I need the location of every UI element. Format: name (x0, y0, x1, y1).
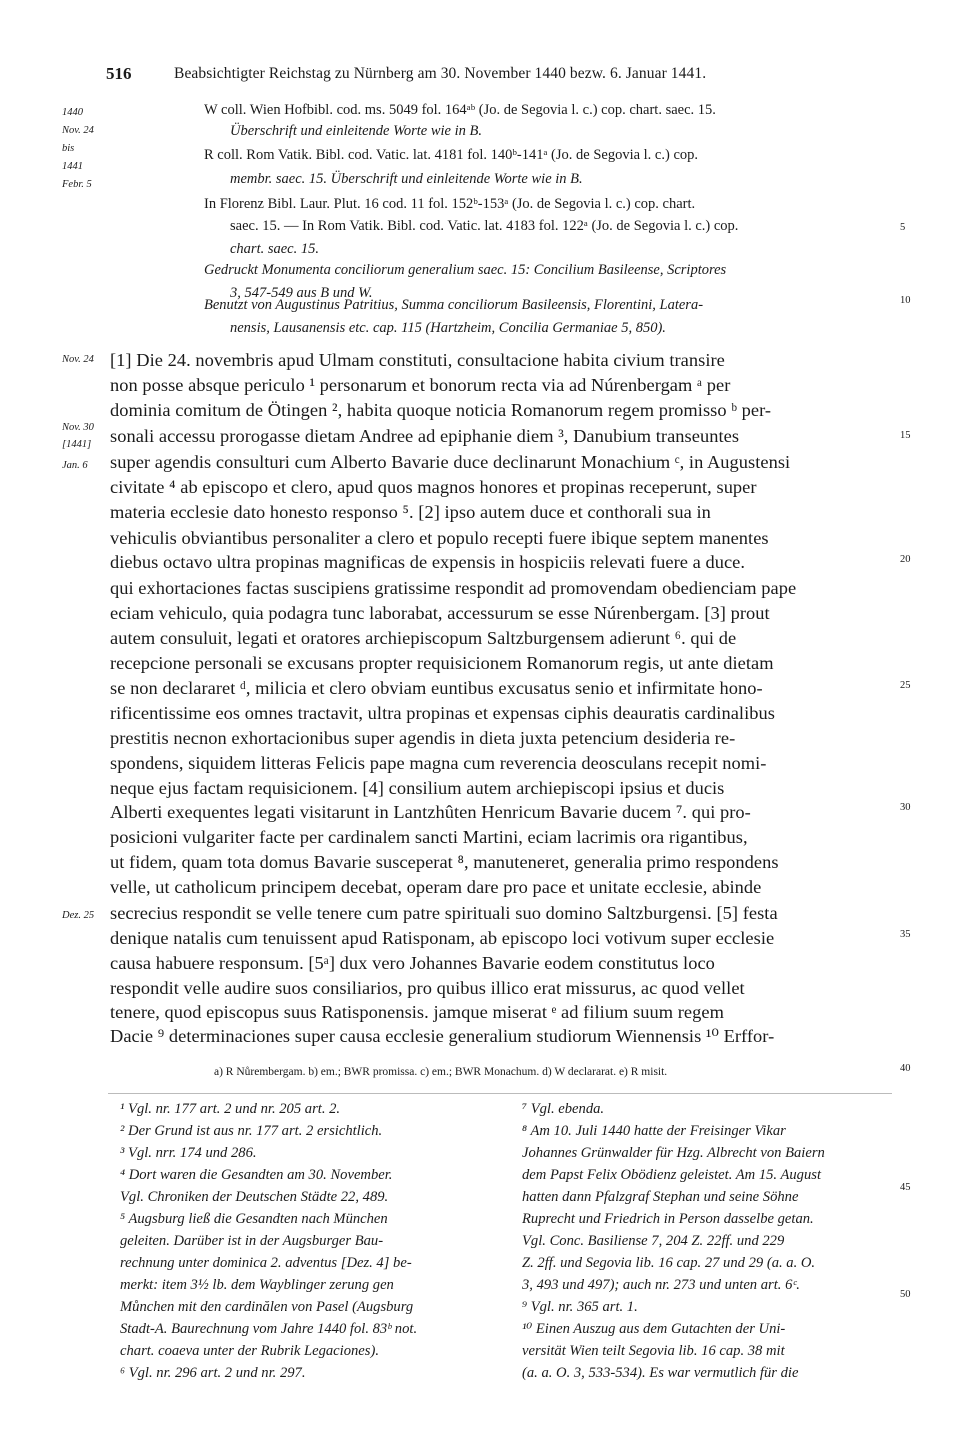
line-number: 10 (900, 295, 911, 306)
footnote-line: 3, 493 und 497); auch nr. 273 und unten art. 6ᶜ. (522, 1277, 800, 1293)
footnote-line: Vgl. Conc. Basiliense 7, 204 Z. 22ff. und 229 (522, 1233, 785, 1249)
text-line: velle, ut catholicum principem decebat, operam dare pro pace et unitate ecclesie, abinde (110, 877, 762, 897)
text-line: tenere, quod episcopus suus Ratisponensis. jamque miserat ᵉ ad filium suum regem (110, 1002, 724, 1022)
text-line: eciam vehiculo, quia podagra tunc laborabat, accessurum se esse Núrenbergam. [3] prout (110, 603, 770, 623)
text-line: super agendis consulturi cum Alberto Bavarie duce declinarunt Monachium ᶜ, in Augustensi (110, 452, 791, 472)
footnote-line: Můnchen mit den cardinălen von Pasel (Augsburg (120, 1299, 414, 1315)
line-number: 30 (900, 802, 911, 813)
margin-note: Nov. 24 (62, 125, 94, 136)
footnote-line: ¹⁰ Einen Auszug aus dem Gutachten der Uni- (522, 1321, 786, 1337)
line-number: 20 (900, 554, 911, 565)
source-line: membr. saec. 15. Überschrift und einleitende Worte wie in B. (230, 171, 583, 187)
footnote-line: versität Wien teilt Segovia lib. 16 cap. 38 mit (522, 1343, 785, 1359)
source-line: W coll. Wien Hofbibl. cod. ms. 5049 fol. 164ᵃᵇ (Jo. de Segovia l. c.) cop. chart. saec. 15. (204, 102, 716, 118)
footnote-line: merkt: item 3½ lb. dem Wayblinger zerung gen (120, 1277, 394, 1293)
margin-note: Dez. 25 (62, 910, 95, 921)
margin-note: 1440 (62, 107, 83, 118)
margin-note: Jan. 6 (62, 460, 88, 471)
line-number: 5 (900, 222, 906, 233)
text-line: civitate ⁴ ab episcopo et clero, apud quos magnos honores et propinas receperunt, super (110, 477, 757, 497)
critical-apparatus: a) R Nůrembergam. b) em.; BWR promissa. c) em.; BWR Monachum. d) W declararat. e) R misit. (214, 1066, 668, 1078)
source-line: Gedruckt Monumenta conciliorum generalium saec. 15: Concilium Basileense, Scriptores (204, 262, 727, 278)
text-line: diebus octavo ultra propinas magnificas de expensis in hospiciis relevati fuere a duce. (110, 552, 746, 572)
source-line: In Florenz Bibl. Laur. Plut. 16 cod. 11 fol. 152ᵇ-153ᵃ (Jo. de Segovia l. c.) cop. chart. (204, 196, 696, 212)
source-line: chart. saec. 15. (230, 241, 319, 257)
text-line: denique natalis cum tenuissent apud Ratisponam, ab episcopo loci votivum super ecclesie (110, 928, 775, 948)
line-number: 50 (900, 1289, 911, 1300)
footnote-line: ¹ Vgl. nr. 177 art. 2 und nr. 205 art. 2. (120, 1101, 341, 1117)
text-line: Alberti exequentes legati visitarunt in Lantzhûten Henricum Bavarie ducem ⁷. qui pro- (110, 802, 751, 822)
text-line: causa habuere responsum. [5ᵃ] dux vero Johannes Bavarie eodem constitutus loco (110, 953, 715, 973)
text-line: [1] Die 24. novembris apud Ulmam constituti, consultacione habita civium transire (110, 350, 725, 370)
line-number: 15 (900, 430, 911, 441)
text-line: respondit velle audire suos consiliarios, pro quibus illico erat missurus, ac quod vellet (110, 978, 745, 998)
line-number: 25 (900, 680, 911, 691)
margin-note: bis (62, 143, 75, 154)
footnote-line: geleiten. Darüber ist in der Augsburger Bau- (120, 1233, 384, 1249)
text-line: autem consuluit, legati et oratores archiepiscopum Saltzburgensem adierunt ⁶. qui de (110, 628, 737, 648)
text-line: ut fidem, quam tota domus Bavarie susceperat ⁸, manuteneret, generalia primo respondens (110, 852, 779, 872)
footnote-line: ⁶ Vgl. nr. 296 art. 2 und nr. 297. (120, 1365, 306, 1381)
footnote-line: ⁸ Am 10. Juli 1440 hatte der Freisinger Vikar (522, 1123, 786, 1139)
margin-note: Nov. 24 (62, 354, 94, 365)
footnote-line: chart. coaeva unter der Rubrik Legaciones). (120, 1343, 379, 1359)
text-line: rificentissime eos omnes tractavit, ultra propinas et expensas ciphis deauratis cardinalibus (110, 703, 775, 723)
text-line: recepcione personali se excusans propter requisicionem Romanorum regis, ut ante dietam (110, 653, 774, 673)
margin-note: [1441] (62, 439, 92, 450)
text-line: se non declararet ᵈ, milicia et clero obviam euntibus excusatus senio et infirmitate hono- (110, 678, 763, 698)
footnote-line: Johannes Grünwalder für Hzg. Albrecht von Baiern (522, 1145, 825, 1161)
footnote-line: ⁹ Vgl. nr. 365 art. 1. (522, 1299, 638, 1315)
text-line: secrecius respondit se velle tenere cum patre spirituali suo domino Saltzburgensi. [5] festa (110, 903, 778, 923)
footnote-line: ² Der Grund ist aus nr. 177 art. 2 ersichtlich. (120, 1123, 383, 1139)
footnote-divider (108, 1093, 892, 1094)
text-line: Dacie ⁹ determinaciones super causa ecclesie generalium studiorum Wiennensis ¹⁰ Erffor- (110, 1026, 775, 1046)
source-line: 3, 547-549 aus B und W. (230, 285, 373, 301)
footnote-line: (a. a. O. 3, 533-534). Es war vermutlich für die (522, 1365, 799, 1381)
footnote-line: Ruprecht und Friedrich in Person dasselbe getan. (522, 1211, 814, 1227)
footnote-line: ³ Vgl. nrr. 174 und 286. (120, 1145, 257, 1161)
running-title: Beabsichtigter Reichstag zu Nürnberg am 30. November 1440 bezw. 6. Januar 1441. (174, 65, 707, 82)
text-line: prestitis necnon exhortacionibus super agendis in dieta juxta petencium desideria re- (110, 728, 736, 748)
page-number: 516 (106, 64, 132, 83)
text-line: sonali accessu prorogasse dietam Andree ad epiphanie diem ³, Danubium transeuntes (110, 426, 740, 446)
source-line: R coll. Rom Vatik. Bibl. cod. Vatic. lat. 4181 fol. 140ᵇ-141ᵃ (Jo. de Segovia l. c.) cop. (204, 147, 699, 163)
line-number: 45 (900, 1182, 911, 1193)
footnote-line: ⁷ Vgl. ebenda. (522, 1101, 605, 1117)
footnote-line: ⁵ Augsburg ließ die Gesandten nach München (120, 1211, 388, 1227)
text-line: materia ecclesie dato honesto responso ⁵. [2] ipso autem duce et conthorali sua in (110, 502, 711, 522)
text-line: dominia comitum de Ötingen ², habita quoque noticia Romanorum regem promisso ᵇ per- (110, 400, 772, 420)
footnote-line: Stadt-A. Baurechnung vom Jahre 1440 fol. 83ᵇ not. (120, 1321, 418, 1337)
footnote-line: dem Papst Felix Obödienz geleistet. Am 15. August (522, 1167, 821, 1183)
footnote-line: Vgl. Chroniken der Deutschen Städte 22, 489. (120, 1189, 389, 1205)
margin-note: Nov. 30 (62, 422, 94, 433)
source-line: nensis, Lausanensis etc. cap. 115 (Hartzheim, Concilia Germaniae 5, 850). (230, 320, 666, 336)
footnote-line: Z. 2ff. und Segovia lib. 16 cap. 27 und 29 (a. a. O. (522, 1255, 816, 1271)
text-line: spondens, siquidem litteras Felicis pape magna cum reverencia deosculans recepit nomi- (110, 753, 767, 773)
source-line: Überschrift und einleitende Worte wie in B. (230, 123, 482, 139)
text-line: vehiculis obviantibus personaliter a clero et populo recepti fuere ibique septem manentes (110, 528, 769, 548)
margin-note: Febr. 5 (62, 179, 92, 190)
margin-note: 1441 (62, 161, 83, 172)
line-number: 40 (900, 1063, 911, 1074)
footnote-line: rechnung unter dominica 2. adventus [Dez. 4] be- (120, 1255, 412, 1271)
line-number: 35 (900, 929, 911, 940)
source-line: Benutzt von Augustinus Patritius, Summa conciliorum Basileensis, Florentini, Latera- (204, 297, 704, 313)
text-line: non posse absque periculo ¹ personarum et bonorum recta via ad Núrenbergam ᵃ per (110, 375, 731, 395)
text-line: neque ejus factam requisicionem. [4] consilium autem archiepiscopi ipsius et ducis (110, 778, 725, 798)
text-line: posicioni vulgariter facte per cardinalem sancti Martini, eciam lacrimis ora rigantibus, (110, 827, 748, 847)
footnote-line: ⁴ Dort waren die Gesandten am 30. November. (120, 1167, 393, 1183)
footnote-line: hatten dann Pfalzgraf Stephan und seine Söhne (522, 1189, 799, 1205)
source-line: saec. 15. — In Rom Vatik. Bibl. cod. Vatic. lat. 4183 fol. 122ᵃ (Jo. de Segovia l. c.) cop. (230, 218, 739, 234)
text-line: qui exhortaciones factas suscipiens gratissime respondit ad promovendam obedienciam pape (110, 578, 797, 598)
